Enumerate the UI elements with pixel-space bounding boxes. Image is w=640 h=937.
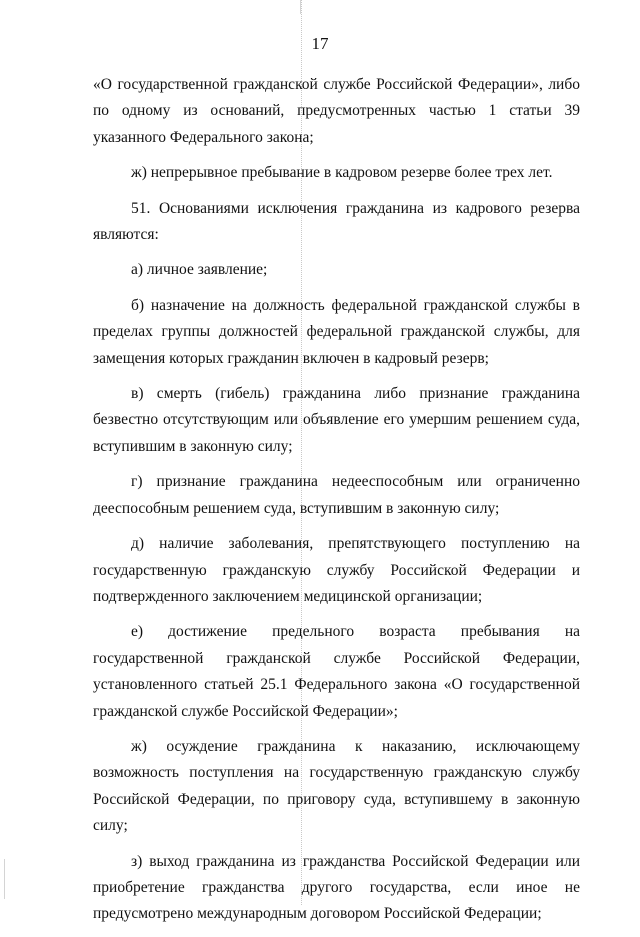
paragraph-item-e: е) достижение предельного возраста пребывания на государственной гражданской службе Российской Федерации, установленного статьей 25.1 Федерального закона «О государственной гражданской службе Российской Федерации»;: [93, 623, 580, 720]
paragraph-item-d: д) наличие заболевания, препятствующего поступлению на государственную гражданскую службу Российской Федерации и подтвержденного заключением медицинской организации;: [93, 535, 580, 605]
document-body: [93, 72, 580, 937]
page-number: 17: [311, 34, 329, 53]
paragraph-item-g: г) признание гражданина недееспособным или ограниченно дееспособным решением суда, вступившим в законную силу;: [93, 473, 580, 517]
scan-edge-mark-top: [300, 0, 301, 14]
paragraph-clause-51: 51. Основаниями исключения гражданина из кадрового резерва являются:: [93, 199, 580, 244]
paragraph-item-z: з) выход гражданина из гражданства Российской Федерации или приобретение гражданства другого государства, если иное не предусмотрено международным договором Российской Федерации;: [93, 852, 580, 923]
paragraph-item-zh: ж) непрерывное пребывание в кадровом резерве более трех лет.: [131, 164, 553, 182]
paragraph-item-a: а) личное заявление;: [131, 261, 268, 279]
scan-edge-mark-bottom: [4, 859, 5, 899]
paragraph-continuation: «О государственной гражданской службе Российской Федерации», либо по одному из оснований, предусмотренных частью 1 статьи 39 указанного Федерального закона;: [93, 76, 580, 146]
paragraph-item-b: б) назначение на должность федеральной гражданской службы в пределах группы должностей федеральной гражданской службы, для замещения которых гражданин включен в кадровый резерв;: [93, 296, 580, 367]
paragraph-item-v: в) смерть (гибель) гражданина либо признание гражданина безвестно отсутствующим или объявление его умершим решением суда, вступившим в законную силу;: [93, 385, 580, 455]
paragraph-item-zh-2: ж) осуждение гражданина к наказанию, исключающему возможность поступления на государственную гражданскую службу Российской Федерации, по приговору суда, вступившему в законную силу;: [93, 737, 580, 835]
